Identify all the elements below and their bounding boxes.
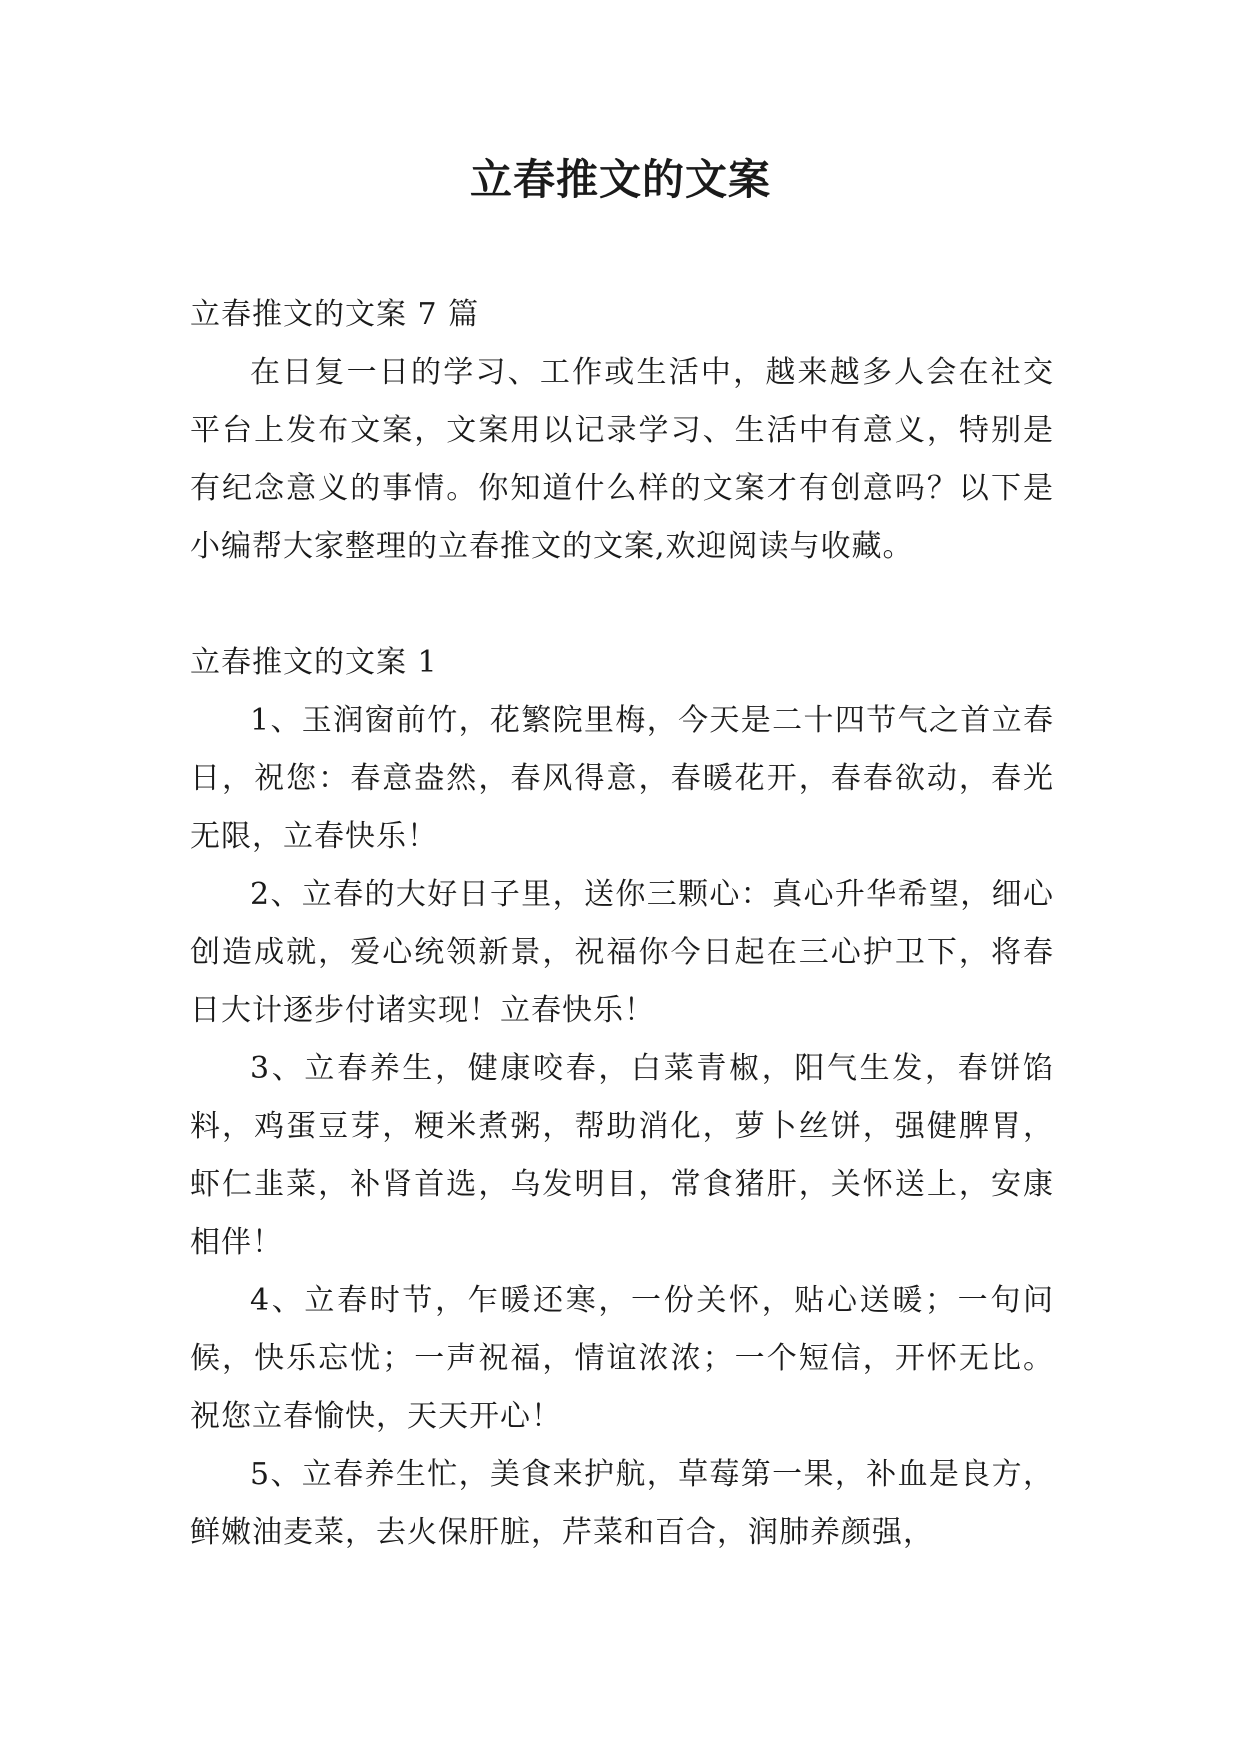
document-body xyxy=(190,286,1054,1562)
list-item: 3、立春养生，健康咬春，白菜青椒，阳气生发，春饼馅料，鸡蛋豆芽，粳米煮粥，帮助消化，萝卜丝饼，强健脾胃，虾仁韭菜，补肾首选，乌发明目，常食猪肝，关怀送上，安康相伴！ xyxy=(190,1051,1054,1260)
document-subtitle: 立春推文的文案 7 篇 xyxy=(190,297,480,332)
section-spacer xyxy=(190,576,1054,634)
intro-paragraph: 在日复一日的学习、工作或生活中，越来越多人会在社交平台上发布文案，文案用以记录学习、生活中有意义，特别是有纪念意义的事情。你知道什么样的文案才有创意吗？以下是小编帮大家整理的立春推文的文案,欢迎阅读与收藏。 xyxy=(190,355,1054,564)
section-heading: 立春推文的文案 1 xyxy=(190,645,438,680)
list-item: 2、立春的大好日子里，送你三颗心：真心升华希望，细心创造成就，爱心统领新景，祝福你今日起在三心护卫下，将春日大计逐步付诸实现！立春快乐！ xyxy=(190,877,1054,1028)
list-item: 5、立春养生忙，美食来护航，草莓第一果，补血是良方，鲜嫩油麦菜，去火保肝脏，芹菜和百合，润肺养颜强， xyxy=(190,1457,1054,1550)
document-title: 立春推文的文案 xyxy=(469,155,771,204)
list-item: 1、玉润窗前竹，花繁院里梅，今天是二十四节气之首立春日，祝您：春意盎然，春风得意，春暖花开，春春欲动，春光无限，立春快乐！ xyxy=(190,703,1054,854)
list-item: 4、立春时节，乍暖还寒，一份关怀，贴心送暖；一句问候，快乐忘忧；一声祝福，情谊浓浓；一个短信，开怀无比。祝您立春愉快，天天开心！ xyxy=(190,1283,1054,1434)
